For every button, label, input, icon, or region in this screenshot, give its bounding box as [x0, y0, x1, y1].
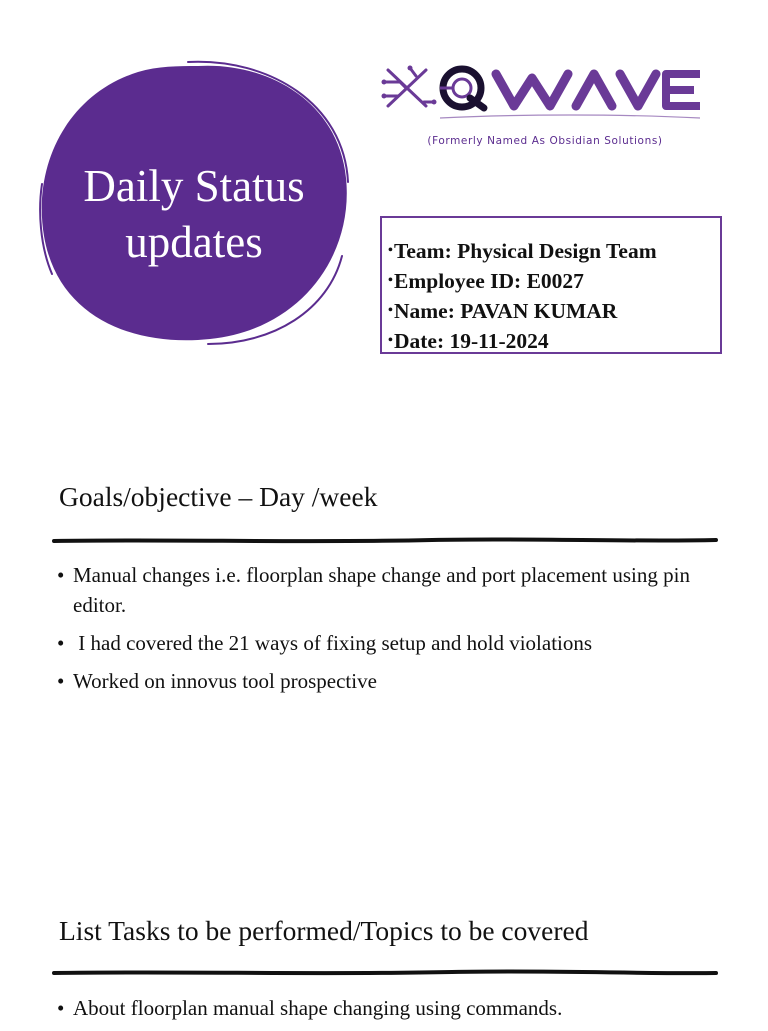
goals-list [57, 560, 707, 704]
title-line-1: Daily Status [83, 161, 305, 211]
page-title [38, 158, 350, 270]
bullet: • [388, 273, 393, 288]
goals-divider [52, 536, 718, 546]
employee-id-line [388, 266, 720, 296]
task-text: About floorplan manual shape changing using commands. [73, 996, 563, 1020]
list-item [57, 666, 707, 696]
goal-text: I had covered the 21 ways of fixing setup and hold violations [73, 631, 593, 655]
employee-id-text: Employee ID: E0027 [394, 269, 584, 293]
list-item [57, 628, 707, 658]
bullet: • [57, 996, 65, 1020]
title-blob [38, 60, 350, 345]
logo-tagline: (Formerly Named As Obsidian Solutions) [427, 135, 663, 147]
tasks-heading: List Tasks to be performed/Topics to be covered [59, 915, 589, 946]
bullet: • [57, 631, 65, 655]
team-text: Team: Physical Design Team [394, 239, 657, 263]
bullet: • [388, 303, 393, 318]
tasks-divider [52, 968, 718, 978]
name-text: Name: PAVAN KUMAR [394, 299, 618, 323]
bullet: • [57, 669, 65, 693]
bullet: • [388, 333, 393, 348]
company-logo [380, 62, 710, 157]
xqwave-logo-icon [380, 62, 710, 122]
list-item [57, 993, 707, 1023]
goal-text: Manual changes i.e. floorplan shape change and port placement using pin editor. [73, 563, 690, 617]
team-line [388, 236, 720, 266]
title-line-2: updates [125, 217, 263, 267]
date-text: Date: 19-11-2024 [394, 329, 549, 353]
tasks-list [57, 993, 707, 1031]
list-item [57, 560, 707, 620]
bullet: • [57, 563, 65, 587]
goals-heading: Goals/objective – Day /week [59, 481, 378, 512]
goal-text: Worked on innovus tool prospective [73, 669, 377, 693]
name-line [388, 296, 720, 326]
employee-info-box [380, 216, 722, 354]
bullet: • [388, 243, 393, 258]
date-line [388, 326, 720, 356]
